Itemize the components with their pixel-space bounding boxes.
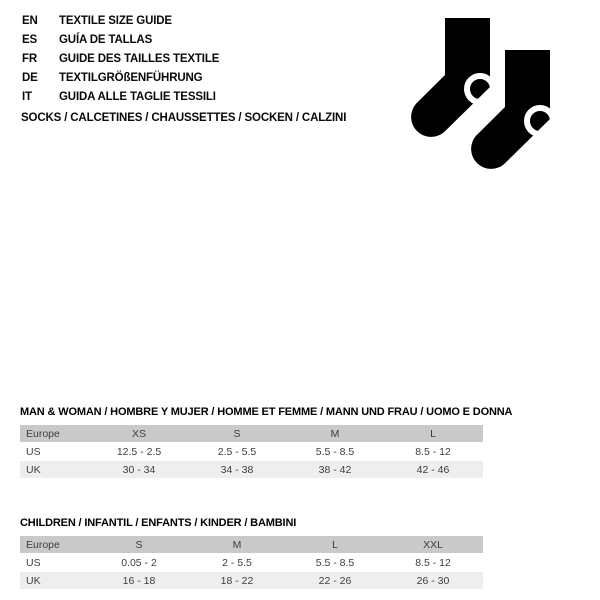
language-row-en (22, 12, 219, 31)
language-code: ES (22, 34, 38, 47)
cell-value: 12.5 - 2.5 (116, 445, 162, 458)
cell-value: 2.5 - 5.5 (217, 445, 257, 458)
row-label-us: US (26, 445, 41, 458)
cell-value: 0.05 - 2 (121, 556, 157, 569)
language-label: TEXTILGRÖßENFÜHRUNG (59, 71, 203, 84)
cell-value: 5.5 - 8.5 (315, 556, 355, 569)
children-table-header-row (20, 536, 483, 553)
cell-value: 26 - 30 (416, 574, 450, 587)
category-title: SOCKS / CALCETINES / CHAUSSETTES / SOCKEN / CALZINI (21, 112, 347, 124)
cell-value: 34 - 38 (220, 463, 254, 476)
adult-table-row-uk (20, 461, 483, 478)
size-table-section-adult (20, 406, 513, 478)
cell-value: 8.5 - 12 (415, 445, 451, 458)
cell-value: 5.5 - 8.5 (315, 445, 355, 458)
col-header-size-4: L (430, 427, 436, 440)
language-row-it (22, 87, 219, 106)
adult-table-row-us (20, 443, 483, 460)
col-header-size-1: S (135, 538, 143, 551)
row-label-uk: UK (26, 574, 41, 587)
language-label: TEXTILE SIZE GUIDE (59, 15, 172, 28)
language-row-es (22, 31, 219, 50)
size-table-section-children (20, 517, 483, 589)
socks-icon (405, 5, 595, 195)
adult-table-header-row (20, 425, 483, 442)
language-code: EN (22, 15, 38, 28)
children-table-title: CHILDREN / INFANTIL / ENFANTS / KINDER / BAMBINI (20, 517, 297, 529)
col-header-size-3: M (330, 427, 340, 440)
col-header-size-3: L (332, 538, 338, 551)
language-label: GUIDA ALLE TAGLIE TESSILI (59, 90, 216, 103)
row-label-us: US (26, 556, 41, 569)
language-list (22, 12, 219, 106)
children-table-row-uk (20, 572, 483, 589)
cell-value: 42 - 46 (416, 463, 450, 476)
col-header-size-4: XXL (423, 538, 443, 551)
cell-value: 2 - 5.5 (222, 556, 252, 569)
language-row-fr (22, 50, 219, 69)
cell-value: 38 - 42 (318, 463, 352, 476)
col-header-europe: Europe (26, 538, 60, 551)
adult-size-table (20, 425, 483, 478)
language-label: GUIDE DES TAILLES TEXTILE (59, 52, 220, 65)
language-row-de (22, 68, 219, 87)
language-code: DE (22, 71, 38, 84)
cell-value: 8.5 - 12 (415, 556, 451, 569)
cell-value: 16 - 18 (122, 574, 156, 587)
row-label-uk: UK (26, 463, 41, 476)
children-size-table (20, 536, 483, 589)
adult-table-title: MAN & WOMAN / HOMBRE Y MUJER / HOMME ET FEMME / MANN UND FRAU / UOMO E DONNA (20, 406, 513, 418)
children-table-row-us (20, 554, 483, 571)
cell-value: 30 - 34 (122, 463, 156, 476)
col-header-europe: Europe (26, 427, 60, 440)
col-header-size-2: M (232, 538, 242, 551)
language-code: IT (22, 90, 32, 103)
cell-value: 22 - 26 (318, 574, 352, 587)
col-header-size-2: S (233, 427, 241, 440)
col-header-size-1: XS (131, 427, 146, 440)
language-code: FR (22, 52, 38, 65)
language-label: GUÍA DE TALLAS (59, 34, 153, 47)
cell-value: 18 - 22 (220, 574, 254, 587)
